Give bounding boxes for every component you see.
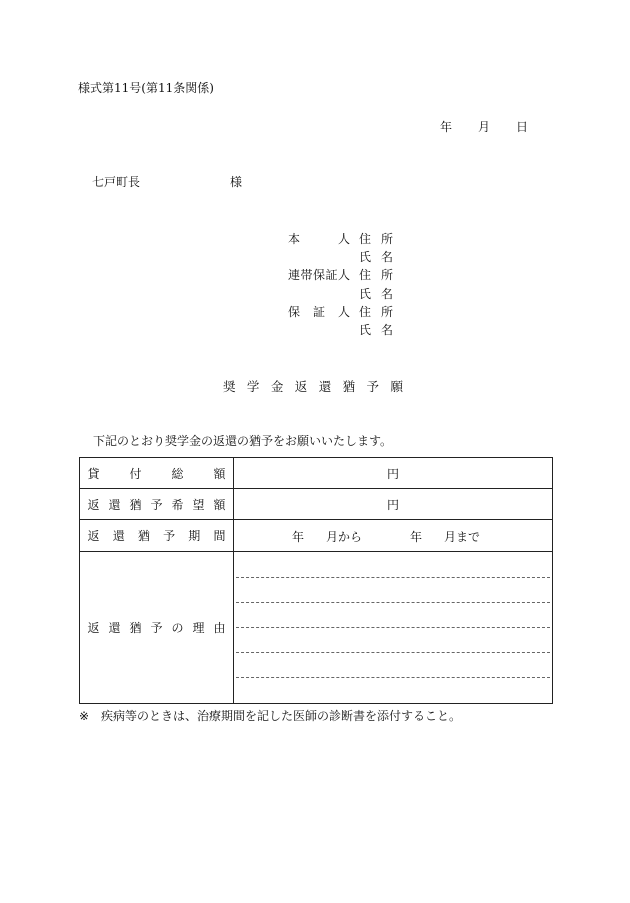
period-from-month: 月から <box>326 530 363 544</box>
yen-unit: 円 <box>386 497 399 512</box>
deferral-period-label: 返還猶予期間 <box>87 529 226 543</box>
row-label-cell <box>80 520 234 552</box>
table-row <box>80 458 553 489</box>
deferral-amount-field[interactable] <box>234 489 553 520</box>
writing-line <box>236 652 550 653</box>
yen-unit: 円 <box>386 466 399 481</box>
deferral-period-field[interactable] <box>234 520 553 552</box>
period-to-month: 月まで <box>444 530 481 544</box>
application-table <box>79 457 553 704</box>
writing-line <box>236 627 550 628</box>
date-day: 日 <box>516 120 529 134</box>
party-label-self: 本 人 <box>288 232 350 246</box>
party-label-guarantor: 保 証 人 <box>288 305 350 319</box>
table-row <box>80 552 553 704</box>
deferral-reason-label: 返還猶予の理由 <box>87 621 226 635</box>
deferral-amount-label: 返還猶予希望額 <box>87 497 226 512</box>
date-year: 年 <box>440 120 453 134</box>
address-label: 住 所 <box>359 268 393 282</box>
loan-total-field[interactable] <box>234 458 553 489</box>
writing-line <box>236 677 550 678</box>
row-label-cell <box>80 489 234 520</box>
table-row <box>80 520 553 552</box>
deferral-reason-field[interactable] <box>234 552 553 704</box>
writing-line <box>236 602 550 603</box>
writing-line <box>236 577 550 578</box>
name-label: 氏 名 <box>359 287 393 301</box>
address-label: 住 所 <box>359 305 393 319</box>
row-label-cell <box>80 458 234 489</box>
party-label-joint-guarantor: 連帯保証人 <box>288 268 350 282</box>
document-title: 奨学金返還猶予願 <box>223 379 403 394</box>
form-number: 様式第11号(第11条関係) <box>78 81 214 95</box>
intro-text: 下記のとおり奨学金の返還の猶予をお願いいたします。 <box>93 434 393 448</box>
name-label: 氏 名 <box>359 323 393 337</box>
note-text: 疾病等のときは、治療期間を記した医師の診断書を添付すること。 <box>101 709 462 723</box>
table-row <box>80 489 553 520</box>
note-mark: ※ <box>79 709 90 723</box>
honorific: 様 <box>230 175 243 189</box>
name-label: 氏 名 <box>359 250 393 264</box>
row-label-cell <box>80 552 234 704</box>
addressee: 七戸町長 <box>92 175 141 189</box>
period-to-year: 年 <box>410 530 423 544</box>
footnote <box>79 709 461 723</box>
date-month: 月 <box>478 120 491 134</box>
period-from-year: 年 <box>292 530 305 544</box>
loan-total-label: 貸付総額 <box>87 466 226 481</box>
date-line <box>440 120 528 134</box>
address-label: 住 所 <box>359 232 393 246</box>
